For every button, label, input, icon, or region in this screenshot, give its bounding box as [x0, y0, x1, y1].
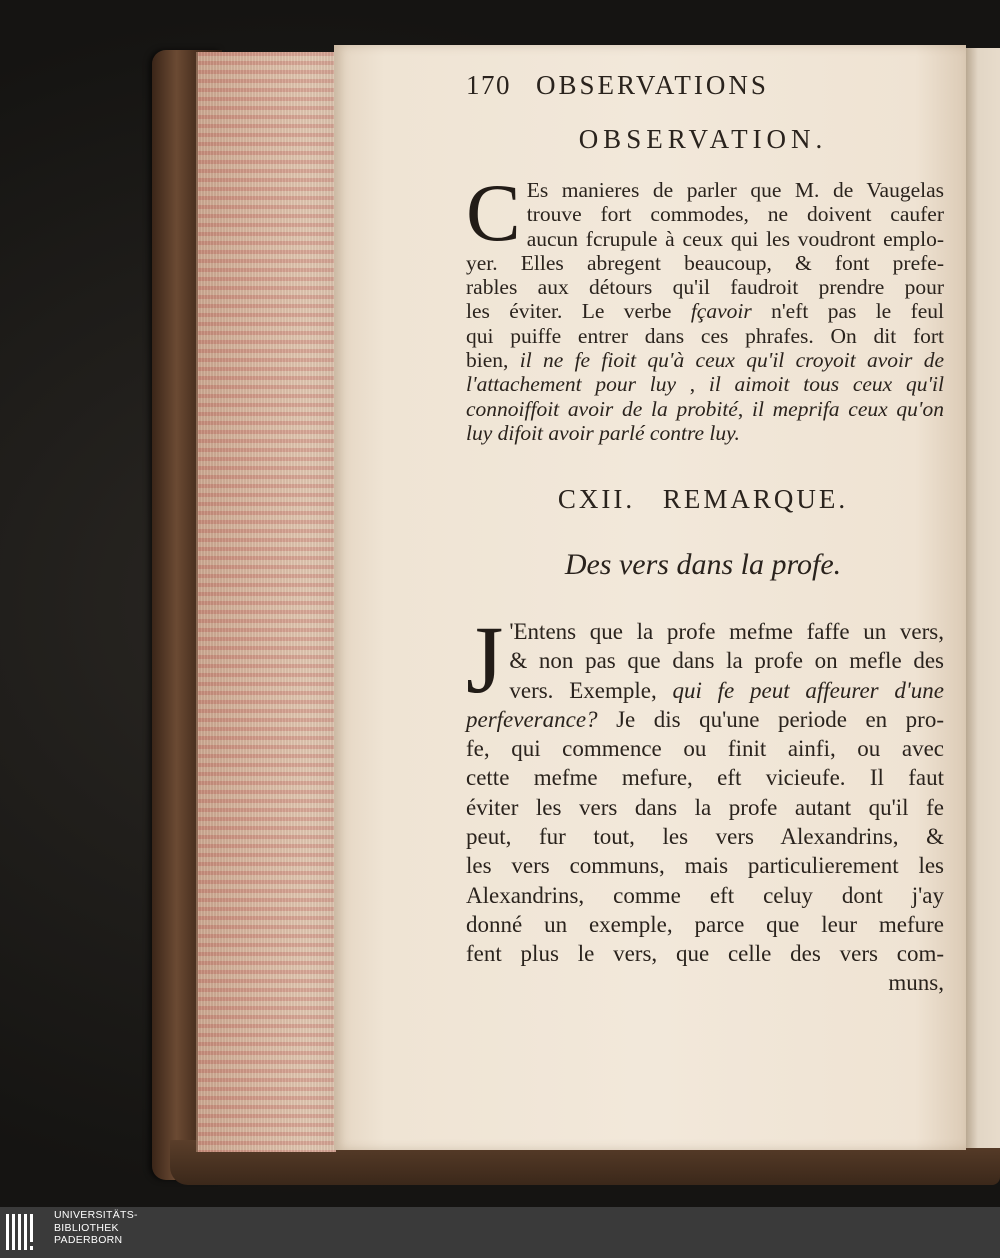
italic-text: qui fe peut affeurer d'une — [672, 677, 944, 703]
remarque-line — [466, 793, 944, 822]
text-run: 'Entens que la profe mefme faffe un vers, — [509, 619, 944, 644]
italic-text: il aimoit tous ceux qu'il — [708, 372, 944, 397]
page-header — [466, 70, 886, 106]
remarque-line — [466, 676, 944, 705]
text-run: fent plus le vers, que celle des vers com- — [466, 941, 944, 967]
observation-line — [466, 275, 944, 299]
page-number: 170 — [466, 70, 511, 100]
text-run: les éviter. Le verbe — [466, 299, 691, 324]
text-run: & non pas que dans la profe on mefle des — [509, 648, 944, 674]
text-run: qui puiffe entrer dans ces phrafes. On dit fort — [466, 323, 944, 348]
text-run: bien, — [466, 348, 520, 373]
observation-lines — [466, 167, 945, 445]
text-run: yer. Elles abregent beaucoup, & font prefe- — [466, 250, 944, 275]
page-edges — [196, 52, 336, 1152]
remarque-lines — [466, 606, 944, 969]
text-run: cette mefme mefure, eft vicieufe. Il faut — [466, 765, 944, 791]
running-head: OBSERVATIONS — [536, 70, 769, 100]
drop-cap: J — [466, 606, 504, 713]
observation-line — [466, 202, 944, 226]
text-run: vers. Exemple, — [509, 677, 673, 703]
observation-line — [466, 178, 944, 202]
text-run: , — [676, 372, 709, 397]
remarque-line — [466, 939, 944, 968]
text-run: , — [737, 396, 752, 421]
remarque-line — [466, 910, 944, 939]
text-run: rables aux détours qu'il faudroit prendre pour — [466, 275, 944, 300]
text-run: Es manieres de parler que M. de Vaugelas — [526, 178, 944, 202]
italic-text: connoiffoit avoir de la probité — [466, 396, 738, 421]
italic-text: luy difoit avoir parlé contre luy. — [466, 420, 740, 445]
library-name-line1: UNIVERSITÄTS- — [54, 1209, 138, 1221]
library-name — [54, 1209, 254, 1247]
text-run: donné un exemple, parce que leur mefure — [466, 911, 944, 937]
italic-text: il ne fe fioit qu'à ceux qu'il croyoit avoir de — [519, 348, 944, 373]
italic-text: perfeverance? — [466, 706, 598, 732]
library-logo-icon — [4, 1210, 46, 1254]
section-title: CXII. REMARQUE. — [557, 484, 849, 514]
text-run: peut, fur tout, les vers Alexandrins, & — [466, 824, 944, 850]
observation-line — [466, 421, 944, 445]
remarque-paragraph — [466, 606, 944, 969]
remarque-line — [466, 851, 944, 880]
section-subtitle: Des vers dans la profe. — [564, 548, 842, 581]
remarque-line — [466, 881, 944, 910]
library-name-line3: PADERBORN — [54, 1234, 123, 1246]
observation-line — [466, 251, 944, 275]
text-run: fe, qui commence ou finit ainfi, ou avec — [466, 736, 944, 762]
italic-text: l'attachement pour luy — [466, 372, 677, 397]
observation-paragraph — [466, 167, 945, 445]
text-run: Je dis qu'une periode en pro- — [597, 706, 944, 732]
catchword: muns, — [888, 970, 944, 995]
remarque-line — [466, 617, 944, 646]
observation-line — [466, 372, 944, 396]
text-run: trouve fort commodes, ne doivent caufer — [526, 202, 944, 227]
text-run: Alexandrins, comme eft celuy dont j'ay — [466, 882, 944, 908]
observation-line — [466, 397, 944, 421]
remarque-line — [466, 705, 944, 734]
observation-line — [466, 227, 944, 251]
facing-page-edge — [966, 48, 1000, 1148]
italic-text: il meprifa ceux qu'on — [751, 396, 945, 421]
remarque-line — [466, 763, 944, 792]
drop-cap: C — [466, 167, 521, 258]
observation-title: OBSERVATION. — [578, 124, 828, 154]
observation-line — [466, 299, 944, 323]
remarque-line — [466, 734, 944, 763]
observation-line — [466, 324, 944, 348]
remarque-line — [466, 646, 944, 675]
italic-text: fçavoir — [690, 299, 752, 324]
remarque-line — [466, 822, 944, 851]
text-run: aucun fcrupule à ceux qui les voudront emplo- — [526, 226, 944, 251]
text-run: les vers communs, mais particulierement les — [466, 853, 944, 879]
observation-line — [466, 348, 944, 372]
text-run: éviter les vers dans la profe autant qu'il fe — [466, 794, 944, 820]
text-run: n'eft pas le feul — [751, 299, 944, 324]
library-name-line2: BIBLIOTHEK — [54, 1221, 119, 1234]
